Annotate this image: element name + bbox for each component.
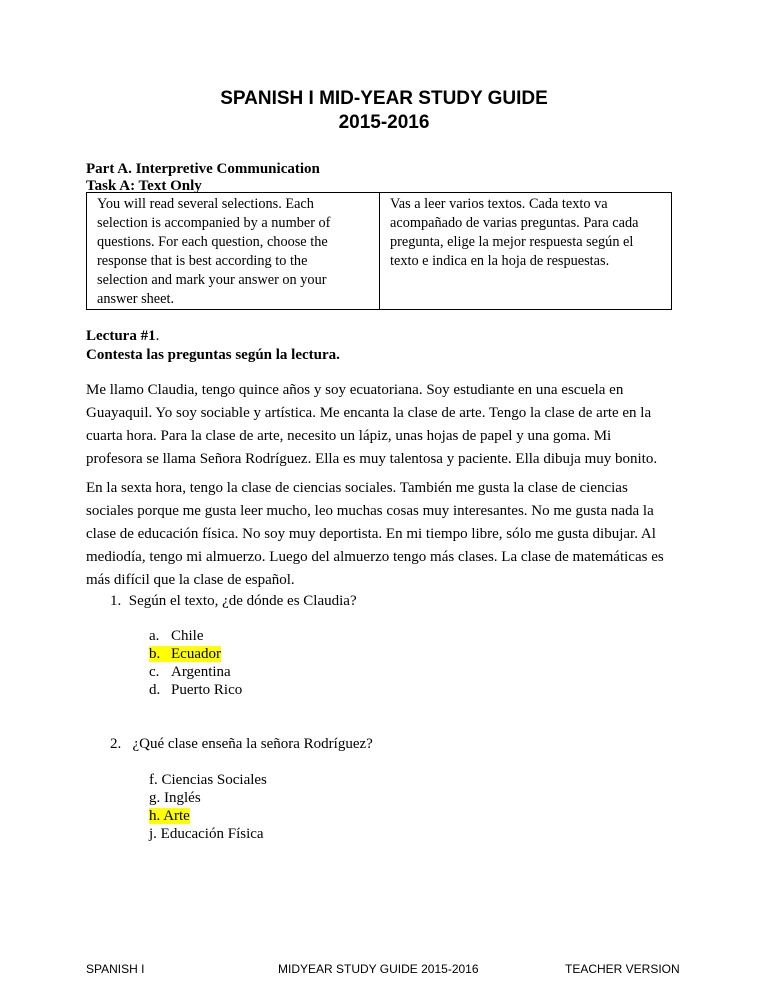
option-text: Puerto Rico [171,682,243,698]
footer-center: MIDYEAR STUDY GUIDE 2015-2016 [278,962,479,976]
instruction-line: You will read several selections. Each [97,196,314,212]
instruction-line: selection is accompanied by a number of [97,215,331,231]
paragraph-line: mediodía, tengo mi almuerzo. Luego del almuerzo tengo más clases. La clase de matemáticas es [86,549,664,565]
document-title: SPANISH I MID-YEAR STUDY GUIDE [220,88,548,109]
footer-right: TEACHER VERSION [565,962,680,976]
paragraph-line: En la sexta hora, tengo la clase de ciencias sociales. También me gusta la clase de ciencias [86,480,628,496]
reading-subheading: Contesta las preguntas según la lectura. [86,347,340,363]
answer-option[interactable] [149,789,267,807]
reading-heading [86,327,159,345]
question-number: 1. [110,593,122,609]
instruction-line: Vas a leer varios textos. Cada texto va [390,196,608,212]
instructions-spanish [380,193,672,310]
document-years: 2015-2016 [338,112,430,133]
instructions-english [87,193,380,310]
instruction-line: selection and mark your answer on your [97,272,327,288]
option-text: Argentina [171,664,231,680]
question-2-options [149,771,267,843]
option-text: Educación Física [160,826,264,842]
instruction-line: texto e indica en la hoja de respuestas. [390,253,610,269]
question-number: 2. [110,736,122,752]
instruction-line: answer sheet. [97,291,175,307]
paragraph-line: clase de educación física. No soy muy deportista. En mi tiempo libre, sólo me gusta dibujar. Al [86,526,656,542]
option-letter: j. [149,826,157,842]
option-letter: b. [149,646,161,662]
option-text: Ecuador [171,646,221,662]
answer-option[interactable] [149,627,242,645]
option-text: Arte [163,808,190,824]
option-text: Inglés [164,790,201,806]
answer-option[interactable] [149,771,267,789]
part-label: Part A. Interpretive Communication [86,161,320,177]
question-1-options [149,627,242,699]
reading-paragraph-2 [86,477,664,592]
option-text: Chile [171,628,204,644]
answer-option[interactable] [149,825,267,843]
footer-left: SPANISH I [86,962,145,976]
reading-heading-tail: . [155,328,160,344]
paragraph-line: cuarta hora. Para la clase de arte, necesito un lápiz, unas hojas de papel y una goma. Mi [86,428,612,444]
instructions-table [86,192,672,310]
instruction-line: pregunta, elige la mejor respuesta según el [390,234,634,250]
option-text: Ciencias Sociales [161,772,267,788]
task-label: Task A: Text Only [86,178,202,194]
question-text: ¿Qué clase enseña la señora Rodríguez? [132,736,373,752]
paragraph-line: profesora se llama Señora Rodríguez. Ella es muy talentosa y paciente. Ella dibuja muy bonito. [86,451,658,467]
question-text: Según el texto, ¿de dónde es Claudia? [128,593,357,609]
option-letter: d. [149,682,161,698]
answer-option-correct[interactable] [149,807,267,825]
answer-option-correct[interactable] [149,645,242,663]
instruction-line: acompañado de varias preguntas. Para cada [390,215,639,231]
reading-paragraph-1 [86,379,657,471]
paragraph-line: Guayaquil. Yo soy sociable y artística. Me encanta la clase de arte. Tengo la clase de arte en la [86,405,652,421]
paragraph-line: más difícil que la clase de español. [86,572,295,588]
option-letter: a. [149,628,160,644]
instruction-line: response that is best according to the [97,253,308,269]
option-letter: c. [149,664,160,680]
question-1 [110,592,357,610]
instruction-line: questions. For each question, choose the [97,234,328,250]
option-letter: f. [149,772,158,788]
paragraph-line: sociales porque me gusta leer mucho, leo muchas cosas muy interesantes. No me gusta nada la [86,503,654,519]
option-letter: g. [149,790,161,806]
answer-option[interactable] [149,681,242,699]
question-2 [110,735,373,753]
answer-option[interactable] [149,663,242,681]
option-letter: h. [149,808,161,824]
paragraph-line: Me llamo Claudia, tengo quince años y soy ecuatoriana. Soy estudiante en una escuela en [86,382,624,398]
reading-heading-number: Lectura #1 [86,328,156,344]
